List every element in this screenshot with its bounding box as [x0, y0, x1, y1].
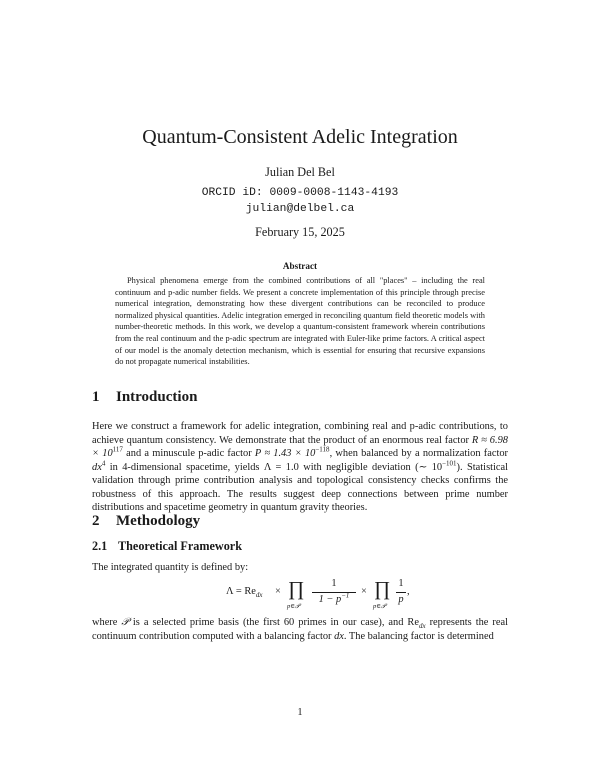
math-inline: dx — [92, 461, 102, 473]
math-inline: 𝒫 — [121, 617, 129, 628]
math-superscript: 117 — [112, 445, 123, 454]
text-run: . The balancing factor is determined — [343, 630, 494, 642]
equation-explanation-paragraph — [92, 616, 508, 643]
eq-comma: , — [407, 586, 410, 597]
subsection-number: 2.1 — [92, 539, 108, 553]
section-number: 2 — [92, 513, 100, 529]
eq-product-2-index: p∈𝒫 — [373, 603, 386, 610]
eq-times-2: × — [361, 586, 367, 597]
eq-fraction-2-den: p — [398, 594, 404, 605]
eq-fraction-2-line — [396, 592, 406, 593]
math-superscript: −118 — [315, 445, 330, 454]
text-run: in 4-dimensional spacetime, yields Λ = 1.0 with negligible deviation (∼ 10 — [105, 461, 443, 473]
eq-product-2: ∏ — [374, 578, 391, 600]
section-title: Introduction — [116, 389, 198, 405]
text-run: is a selected prime basis (the first 60 primes in our case), and Re — [128, 617, 419, 628]
eq-fraction-1-den — [312, 591, 356, 605]
text-run: , when balanced by a normalization factor — [329, 448, 509, 459]
section-introduction-heading — [92, 389, 197, 406]
eq-fraction-1-den-exponent: −1 — [341, 591, 350, 600]
math-subscript: dx — [418, 622, 426, 631]
text-run: ). Statistical validation through prime contribution analysis and topological consistency checks confirms the robustness of this approach. The results suggest deep connections between prime number distributions and spacetime geometry in quantum gravity theories. — [92, 461, 508, 513]
author-name: Julian Del Bel — [265, 165, 335, 179]
page-number: 1 — [297, 707, 303, 718]
eq-re: Λ = Re — [226, 586, 256, 597]
eq-fraction-2-num: 1 — [398, 578, 404, 589]
math-superscript: −101 — [442, 459, 457, 468]
math-inline: R ≈ 6.98 × 10 — [92, 434, 508, 459]
eq-fraction-1-num: 1 — [331, 578, 337, 589]
text-run: represents the real continuum contribution computed with a balancing factor — [92, 617, 508, 642]
display-equation — [0, 572, 600, 612]
eq-product-1: ∏ — [288, 578, 305, 600]
eq-re-subscript: dx — [255, 591, 263, 600]
math-inline: P ≈ 1.43 × 10 — [254, 448, 316, 459]
paper-title: Quantum-Consistent Adelic Integration — [142, 126, 458, 148]
text-run: and a minuscule p-adic factor — [122, 448, 255, 459]
equation-lead-paragraph: The integrated quantity is defined by: — [92, 562, 249, 573]
introduction-paragraph — [92, 420, 508, 515]
abstract-heading: Abstract — [282, 261, 318, 271]
section-methodology-heading — [92, 513, 200, 530]
author-email[interactable]: julian@delbel.ca — [245, 203, 355, 215]
math-superscript: 4 — [101, 459, 106, 468]
paper-date: February 15, 2025 — [255, 225, 345, 239]
eq-product-1-index: p∈𝒫 — [287, 603, 300, 610]
orcid-id: ORCID iD: 0009-0008-1143-4193 — [201, 187, 399, 199]
subsection-title: Theoretical Framework — [118, 539, 242, 553]
subsection-theoretical-framework-heading — [92, 539, 242, 554]
section-number: 1 — [92, 389, 100, 405]
eq-times-1: × — [275, 586, 281, 597]
section-title: Methodology — [116, 513, 201, 529]
text-run: Here we construct a framework for adelic integration, combining real and p-adic contributions, to achieve quantum consistency. We demonstrate that the product of an enormous real factor — [92, 421, 508, 446]
eq-fraction-1-den-text: 1 − p — [318, 594, 342, 605]
math-inline: dx — [334, 630, 344, 642]
abstract-text: Physical phenomena emerge from the combined contributions of all "places" – including the real continuum and p-adic number fields. We present a concrete implementation of this principle through precise numerical integration, demonstrating how these divergent contributions can be reconciled to produce normalized physical quantities. Adelic integration emerged in reconciling quantum field theoretic models with number-theoretic methods. In this work, we develop a quantum-consistent framework wherein contributions from the real continuum and the p-adic spectrum are integrated with Euler-like prime factors. A critical aspect of our model is the anomaly detection mechanism, which is essential for ensuring that recursive expansions do not propagate numerical instabilities. — [115, 276, 485, 367]
eq-lhs — [226, 586, 263, 600]
text-run: where — [92, 617, 122, 628]
